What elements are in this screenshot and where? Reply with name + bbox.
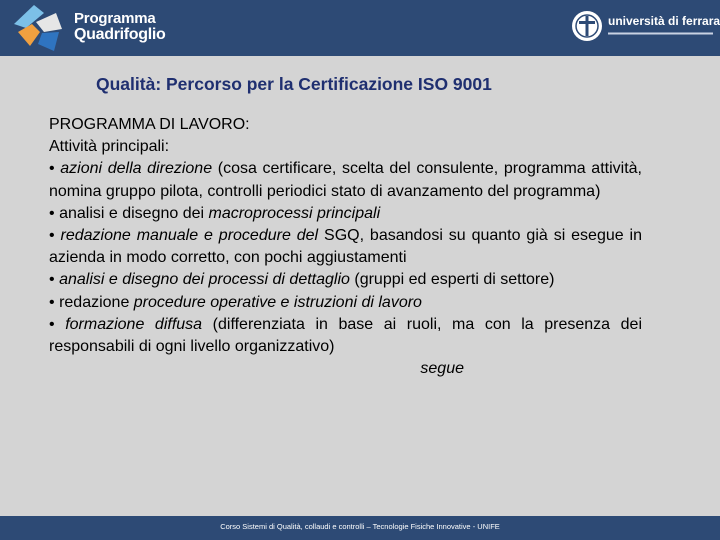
footer-bar [0,516,720,540]
university-seal-icon [570,6,604,46]
logo-text-line2: Quadrifoglio [74,26,166,43]
list-item [49,158,642,202]
item-emphasis: azioni della direzione [60,160,213,178]
bullet: • [49,271,55,289]
list-item [49,203,642,225]
item-prefix: analisi e disegno dei [59,204,209,222]
section-heading: PROGRAMMA DI LAVORO: [49,116,250,133]
item-prefix: redazione [59,293,134,311]
logo-text-line1: Programma [74,10,156,27]
bullet: • [49,204,55,222]
list-item [49,292,642,314]
bullet: • [49,227,55,245]
bullet: • [49,315,55,333]
university-name: università di ferrara [608,14,720,28]
header-bar [0,0,720,56]
footer-caption: Corso Sistemi di Qualità, collaudi e controlli – Tecnologie Fisiche Innovative - UNIFE [220,522,500,531]
item-emphasis: formazione diffusa [65,315,203,333]
item-text: (cosa certificare, scelta del consulente, programma attività, nomina gruppo pilota, controlli periodici stato di avanzamento del programma) [49,160,642,200]
item-emphasis: procedure operative e istruzioni di lavoro [133,293,422,311]
item-emphasis: macroprocessi principali [208,204,381,222]
item-text: (differenziata in base ai ruoli, ma con la presenza dei responsabili di ogni livello organizzativo) [49,315,643,356]
item-emphasis: analisi e disegno dei processi di dettaglio [59,271,350,289]
item-emphasis: redazione manuale e procedure del [60,227,319,245]
list-item [49,269,642,291]
slide-title: Qualità: Percorso per la Certificazione ISO 9001 [96,74,492,94]
quadrifoglio-logo-icon [4,2,68,54]
programma-quadrifoglio-logo [4,2,204,54]
item-text: (gruppi ed esperti di settore) [349,271,555,289]
list-item [49,225,642,269]
continued-label: segue [420,360,464,378]
item-text: SGQ, basandosi su quanto già si esegue in azienda in modo corretto, con pochi aggiustamenti [49,227,643,267]
list-item [49,314,642,358]
intro-line: Attività principali: [49,138,170,156]
university-tagline-mark [608,32,713,35]
bullet: • [49,160,55,178]
slide-body [49,114,642,380]
bullet: • [49,293,55,311]
university-logo [570,6,720,50]
